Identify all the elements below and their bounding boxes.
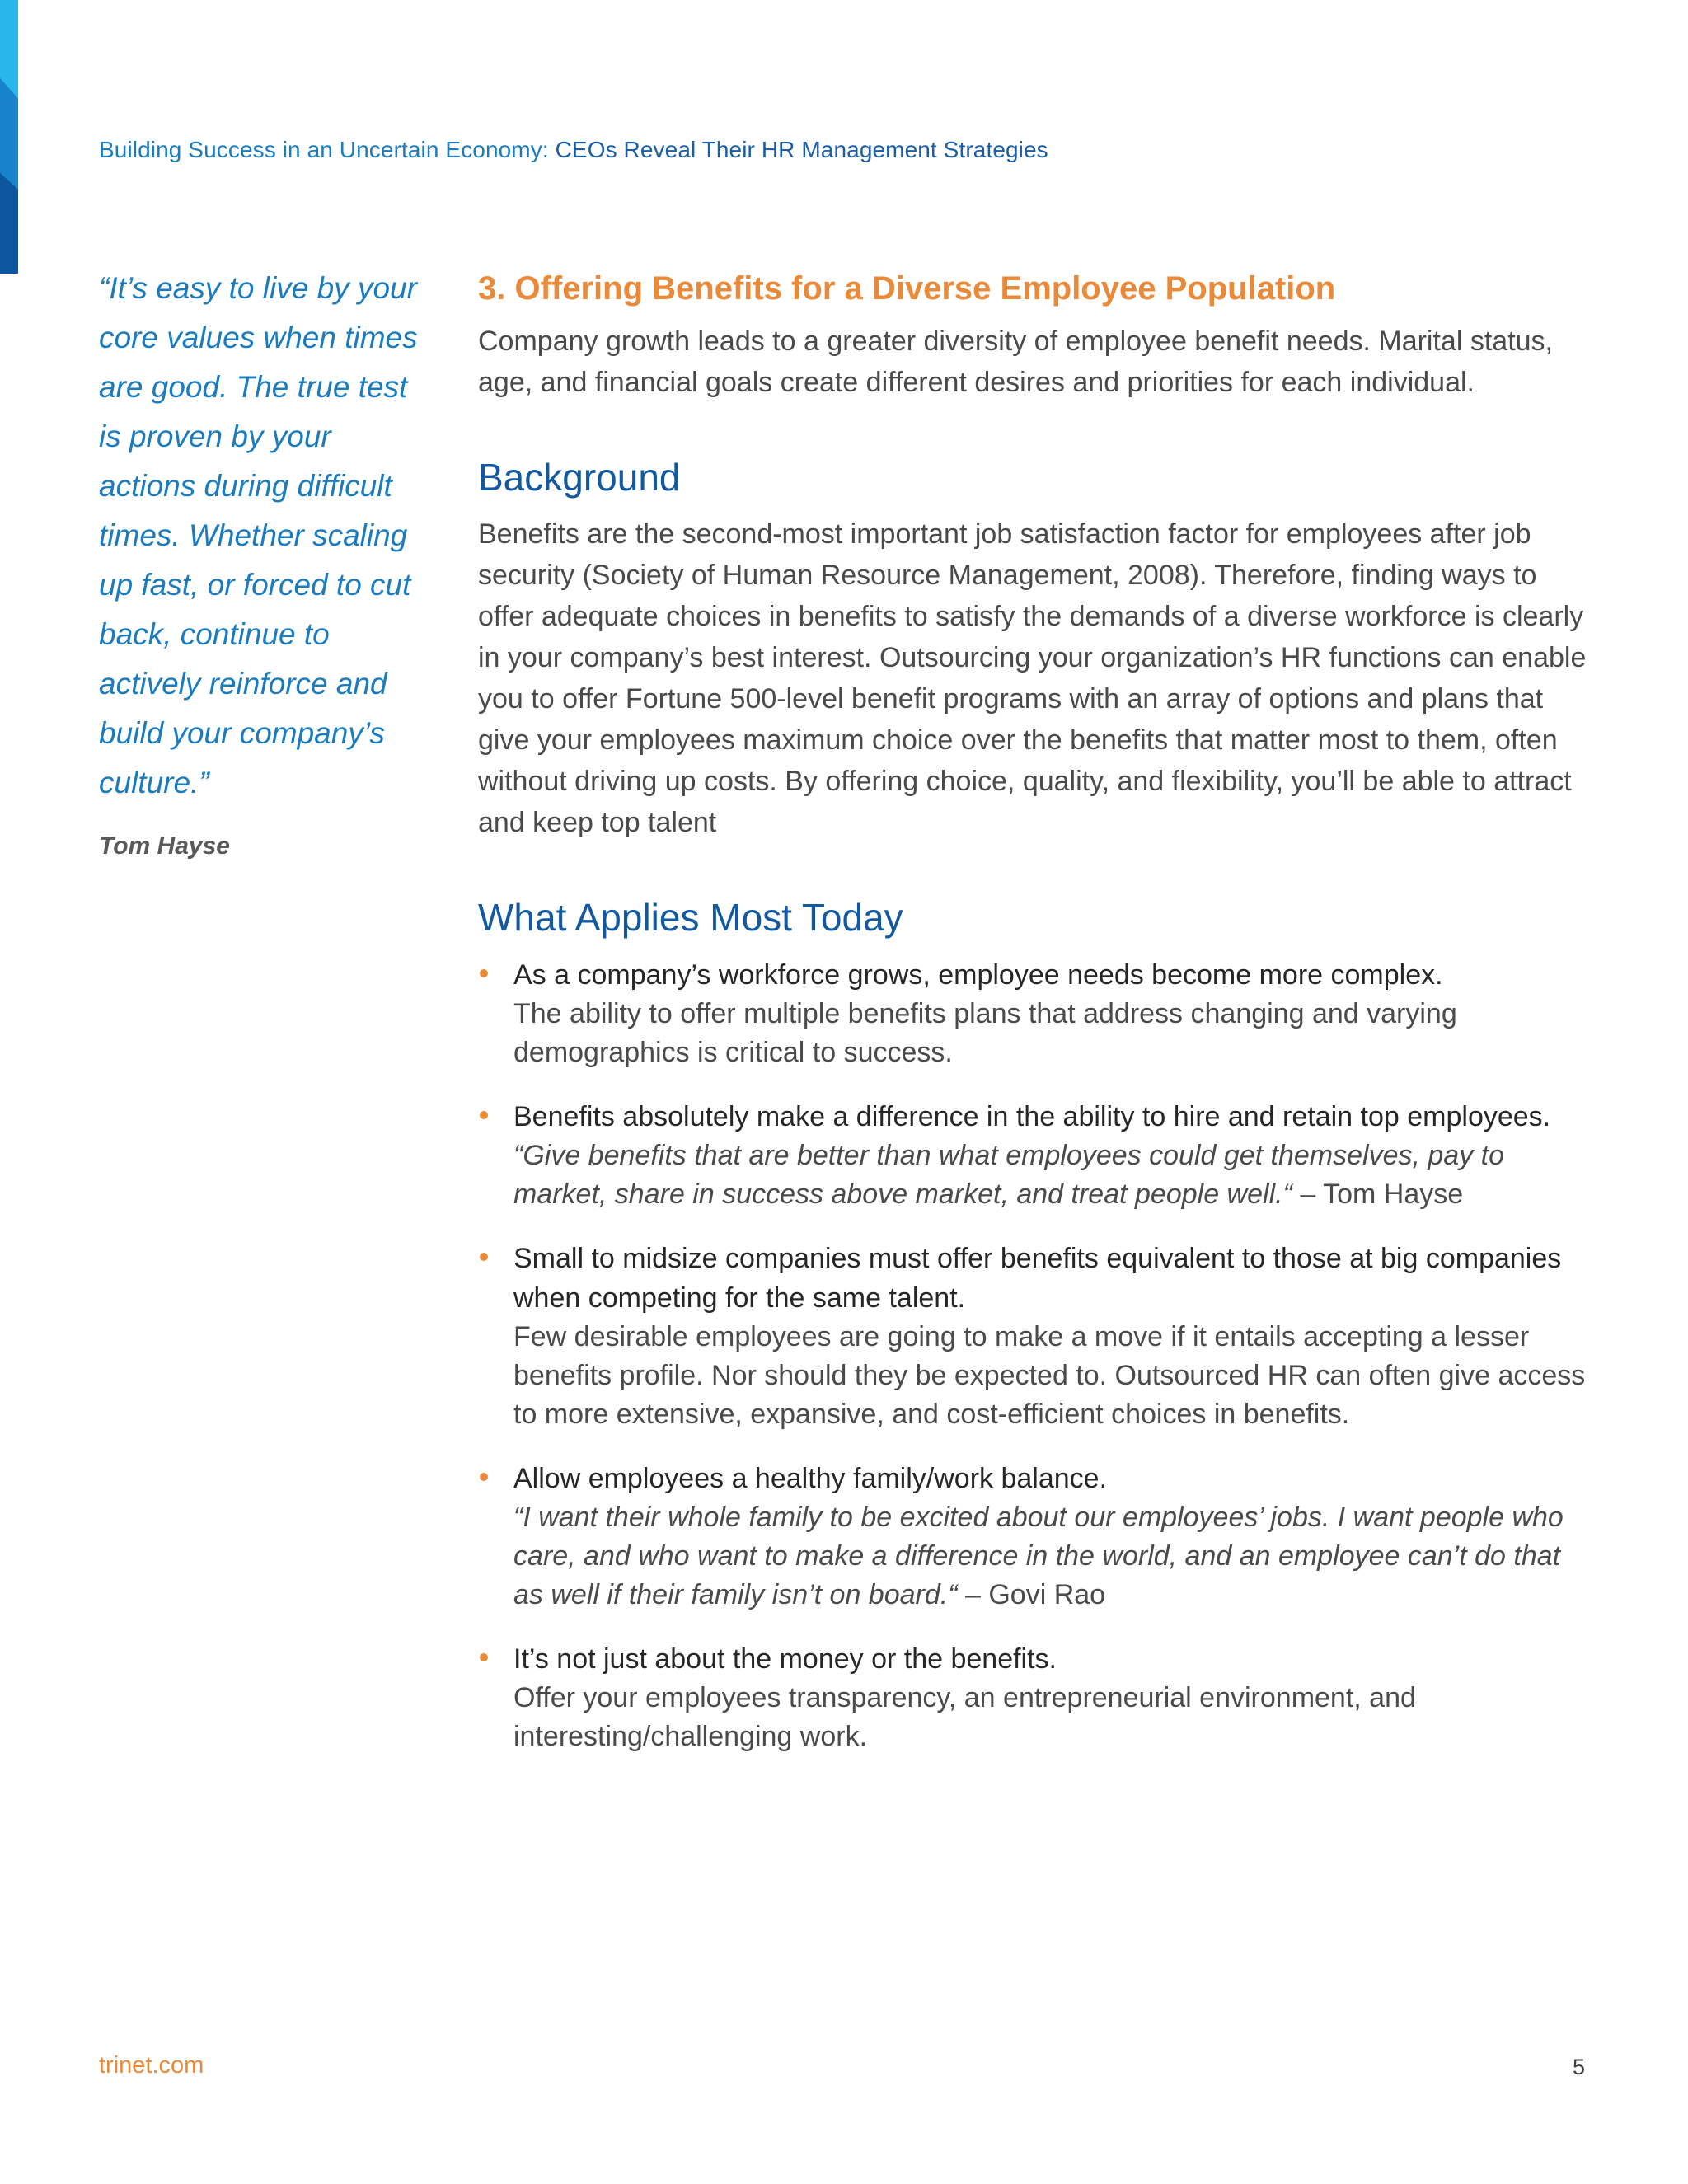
running-header-title: Building Success in an Uncertain Economy:	[99, 137, 556, 162]
running-header	[99, 137, 1048, 163]
bullet-title: Small to midsize companies must offer benefits equivalent to those at big companies when competing for the same talent.	[513, 1243, 1562, 1314]
pull-quote-text: “It’s easy to live by your core values when times are good. The true test is proven by your actions during difficult times. Whether scaling up fast, or forced to cut back, continue to actively reinforce and build your company’s culture.”	[99, 271, 418, 799]
bullet-dot-icon	[480, 1653, 488, 1661]
bullet-title: It’s not just about the money or the benefits.	[513, 1643, 1057, 1675]
section-title: 3. Offering Benefits for a Diverse Employee Population	[478, 270, 1336, 307]
bullet-title: Allow employees a healthy family/work balance.	[513, 1463, 1108, 1494]
list-item	[478, 1239, 1591, 1434]
bullet-quote: “Give benefits that are better than what employees could get themselves, pay to market, share in success above market, and treat people well.“	[513, 1140, 1505, 1210]
bullet-dot-icon	[480, 1253, 488, 1261]
sidebar-pull-quote	[99, 264, 429, 860]
bullet-title: As a company’s workforce grows, employee needs become more complex.	[513, 959, 1443, 991]
list-item	[478, 1639, 1591, 1756]
pull-quote-attribution: Tom Hayse	[99, 832, 230, 860]
bullet-body: Few desirable employees are going to make a move if it entails accepting a lesser benefits profile. Nor should they be expected to. Outsourced HR can often give access to more extensive, expansive, and cost-efficient choices in benefits.	[513, 1321, 1586, 1430]
footer-site-link[interactable]: trinet.com	[99, 2052, 204, 2079]
bullet-body: The ability to offer multiple benefits plans that address changing and varying demographics is critical to success.	[513, 998, 1457, 1068]
page-number: 5	[1572, 2055, 1585, 2079]
bullet-body: Offer your employees transparency, an entrepreneurial environment, and interesting/challenging work.	[513, 1682, 1416, 1752]
bullet-quote-block	[513, 1498, 1591, 1615]
bullet-quote-block	[513, 1137, 1591, 1214]
bullet-quote-author: – Govi Rao	[957, 1579, 1106, 1610]
bullet-dot-icon	[480, 1111, 488, 1119]
main-content	[478, 268, 1591, 1781]
running-header-subtitle: CEOs Reveal Their HR Management Strategies	[555, 137, 1048, 162]
bullet-quote-author: – Tom Hayse	[1292, 1179, 1464, 1210]
bullet-list	[478, 955, 1591, 1756]
intro-paragraph: Company growth leads to a greater diversity of employee benefit needs. Marital status, age, and financial goals create different desires and priorities for each individual.	[478, 326, 1554, 398]
list-item	[478, 1097, 1591, 1214]
decorative-edge-bar	[0, 0, 18, 274]
bullet-quote: “I want their whole family to be excited about our employees’ jobs. I want people who care, and who want to make a difference in the world, and an employee can’t do that as well if their family isn’t on board.“	[513, 1502, 1564, 1610]
edge-bar-graphic	[0, 0, 18, 274]
background-heading: Background	[478, 456, 681, 499]
list-item	[478, 1459, 1591, 1615]
bullet-dot-icon	[480, 1473, 488, 1481]
what-applies-heading: What Applies Most Today	[478, 896, 903, 939]
bullet-dot-icon	[480, 969, 488, 977]
background-paragraph: Benefits are the second-most important job satisfaction factor for employees after job security (Society of Human Resource Management, 2008). Therefore, finding ways to offer adequate choices in benefits to satisfy the demands of a diverse workforce is clearly in your company’s best interest. Outsourcing your organization’s HR functions can enable you to offer Fortune 500-level benefit programs with an array of options and plans that give your employees maximum choice over the benefits that matter most to them, often without driving up costs. By offering choice, quality, and flexibility, you’ll be able to attract and keep top talent	[478, 518, 1587, 838]
list-item	[478, 955, 1591, 1072]
bullet-title: Benefits absolutely make a difference in the ability to hire and retain top employees.	[513, 1101, 1551, 1132]
